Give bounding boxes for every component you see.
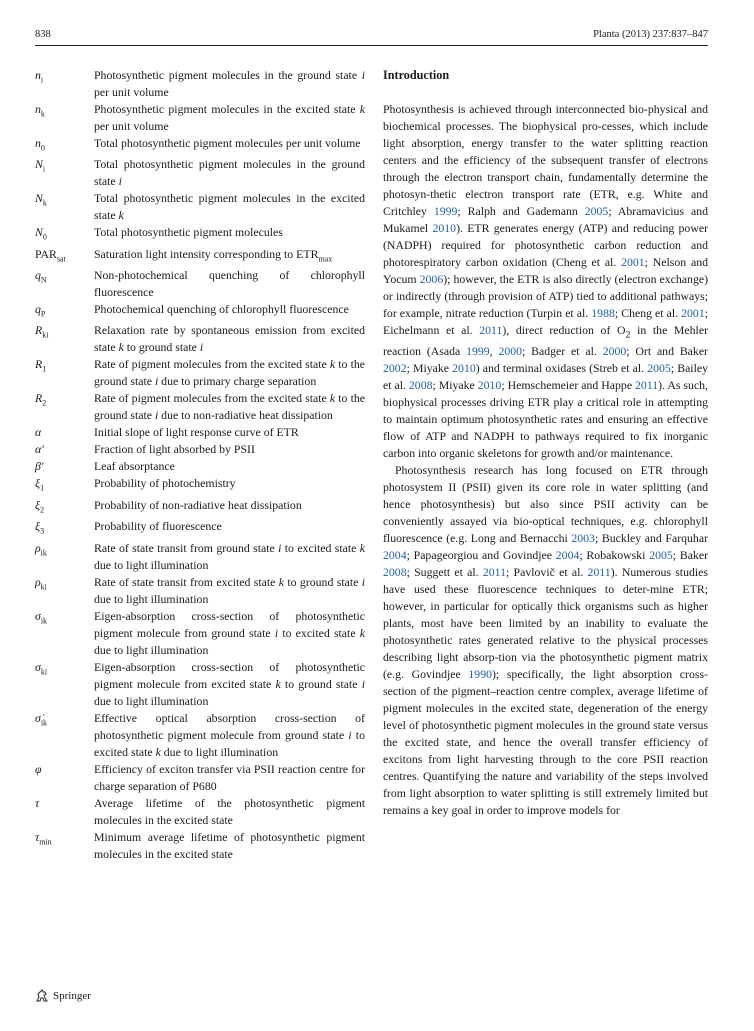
section-heading: Introduction [383,68,450,82]
nomenclature-symbol: $\xi_1$ [35,476,45,493]
nomenclature-row [35,441,365,458]
nomenclature-row [35,135,365,156]
nomenclature-symbol: $\sigma_{ki}$ [35,659,48,676]
nomenclature-row [35,301,365,322]
nomenclature-list [35,67,365,863]
nomenclature-row [35,224,365,245]
nomenclature-symbol: $\rho_{ik}$ [35,540,47,557]
nomenclature-definition: Initial slope of light response curve of ETR [94,425,299,440]
nomenclature-definition: Effective optical absorption cross-section of photosynthetic pigment molecule from ground state i to excited state k due to light illumination [94,710,365,759]
nomenclature-symbol: $\sigma_{ik}$ [35,608,48,625]
nomenclature-definition: Rate of pigment molecules from the excited state k to the ground state i due to primary charge separation [94,357,365,389]
nomenclature-symbol: $PAR_{sat}$ [35,246,66,264]
nomenclature-row [35,497,365,518]
nomenclature-definition: Total photosynthetic pigment molecules [94,225,283,240]
nomenclature-symbol: $\rho_{ki}$ [35,574,47,591]
nomenclature-row [35,540,365,574]
header-rule [35,45,708,46]
nomenclature-row [35,156,365,190]
nomenclature-symbol: $N_k$ [35,191,47,208]
nomenclature-symbol: $q_N$ [35,268,47,285]
nomenclature-row [35,761,365,795]
nomenclature-symbol: $q_P$ [35,302,46,319]
nomenclature-definition: Photosynthetic pigment molecules in the excited state k per unit volume [94,102,365,133]
nomenclature-row [35,608,365,659]
nomenclature-definition: Rate of pigment molecules from the excited state k to the ground state i due to non-radiative heat dissipation [94,391,365,423]
nomenclature-row [35,829,365,863]
nomenclature-row [35,475,365,496]
nomenclature-definition: Relaxation rate by spontaneous emission from excited state k to ground state i [94,323,365,355]
nomenclature-row [35,101,365,135]
introduction-section [383,67,708,819]
page-footer [35,989,91,1003]
journal-citation: Planta (2013) 237:837–847 [593,29,708,40]
nomenclature-row [35,458,365,475]
page-number: 838 [35,29,51,40]
nomenclature-symbol: α′ [35,442,44,457]
page-header [35,29,708,45]
nomenclature-symbol: $R_{ki}$ [35,323,49,340]
nomenclature-row [35,390,365,424]
nomenclature-symbol: $R_2$ [35,391,47,408]
nomenclature-definition: Saturation light intensity corresponding to $ETR_{max}$ [94,246,333,264]
intro-paragraph-2: Photosynthesis research has long focused on ETR through photosystem II (PSII) given its core role in water splitting (and hence photosynthesis) but also since PSII activity can be conveniently assayed via bio-optical techniques, e.g. chlorophyll fluorescence (e.g. Long and Bernacchi 2003; Buckley and Farquhar 2004; Papageorgiou and Govindjee 2004; Robakowski 2005; Baker 2008; Suggett et al. 2011; Pavlovič et al. 2011). Numerous studies have used these fluorescence techniques to deter-mine ETR; however, in particular for optically thick organisms such as higher plants, most have been limited by an inability to evaluate the photosynthetic rates generated relative to the physical processes describing light absorp-tion via the photosynthetic pigment matrix (e.g. Govindjee 1990); specifically, the light absorption cross-section of the pigment–reaction centre complex, average lifetime of pigment molecules in the excited state, degeneration of the energy level of photosynthetic pigment molecules in the ground state versus the excited state, and hence the overall transfer efficiency of excitons from light harvesting through to the core PSII reaction centres. Quantifying the nature and variability of the steps involved from light absorption to water splitting is still extremely limited but remains a key goal in order to improve models for [383,463,708,818]
nomenclature-definition: Eigen-absorption cross-section of photosynthetic pigment molecule from excited state k to ground state i due to light illumination [94,659,365,708]
nomenclature-row [35,356,365,390]
publisher-name: Springer [53,990,91,1002]
nomenclature-row [35,518,365,539]
nomenclature-symbol: $n_i$ [35,68,44,85]
nomenclature-symbol: $N_0$ [35,225,47,242]
nomenclature-definition: Fraction of light absorbed by PSII [94,442,255,457]
nomenclature-row [35,574,365,608]
nomenclature-symbol: $N_i$ [35,157,46,174]
nomenclature-definition: Rate of state transit from ground state i to excited state k due to light illumination [94,540,365,572]
nomenclature-symbol: $\xi_2$ [35,497,45,515]
nomenclature-definition: Minimum average lifetime of photosynthetic pigment molecules in the excited state [94,829,365,861]
nomenclature-row [35,267,365,301]
nomenclature-symbol: $R_1$ [35,357,47,374]
nomenclature-definition: Eigen-absorption cross-section of photosynthetic pigment molecule from ground state i to excited state k due to light illumination [94,608,365,657]
nomenclature-symbol: $\sigmȧ_{ik}$ [35,710,48,727]
nomenclature-definition: Total photosynthetic pigment molecules in the excited state k [94,191,365,223]
nomenclature-row [35,67,365,101]
nomenclature-row [35,710,365,761]
nomenclature-definition: Rate of state transit from excited state k to ground state i due to light illumination [94,574,365,606]
nomenclature-row [35,795,365,829]
nomenclature-symbol: $\tau_{min}$ [35,829,52,846]
nomenclature-definition: Total photosynthetic pigment molecules per unit volume [94,136,361,150]
nomenclature-definition: Average lifetime of the photosynthetic pigment molecules in the excited state [94,795,365,827]
nomenclature-definition: Probability of non-radiative heat dissipation [94,497,302,512]
nomenclature-definition: Photosynthetic pigment molecules in the ground state i per unit volume [94,68,365,99]
nomenclature-definition: Photochemical quenching of chlorophyll fluorescence [94,302,349,317]
nomenclature-definition: Non-photochemical quenching of chlorophyll fluorescence [94,268,365,300]
nomenclature-row [35,246,365,267]
springer-horse-icon [35,989,49,1003]
nomenclature-row [35,322,365,356]
nomenclature-symbol: β′ [35,459,44,474]
intro-paragraph-1: Photosynthesis is achieved through interconnected bio-physical and biochemical processes. The biophysical pro-cesses, which include light absorption, energy transfer to the water splitting reaction centers and the efficiency of the subsequent transfer of electrons through the electron transport chain, fundamentally determine the photosyn-thetic electron transport rate (ETR, e.g. White and Critchley 1999; Ralph and Gademann 2005; Abramavicius and Mukamel 2010). ETR generates energy (ATP) and reducing power (NADPH) required for photosynthetic carbon reduction and photorespiratory carbon oxidation (Cheng et al. 2001; Nelson and Yocum 2006); however, the ETR is also directly (electron exchange) or indirectly (through provision of ATP) tied to additional pathways; for example, nitrate reduction (Turpin et al. 1988; Cheng et al. 2001; Eichelmann et al. 2011), direct reduction of $O_2$ in the Mehler reaction (Asada 1999, 2000; Badger et al. 2000; Ort and Baker 2002; Miyake 2010) and terminal oxidases (Streb et al. 2005; Bailey et al. 2008; Miyake 2010; Hemschemeier and Happe 2011). As such, biophysical processes driving ETR play a critical role in attempting to maintain optimum photosynthetic rates and ensuring an effective flow of ATP and NADPH to pathways required to fix inorganic carbon into organic skeletons for growth and/or maintenance. [383,102,709,461]
nomenclature-definition: Total photosynthetic pigment molecules in the ground state i [94,157,365,189]
nomenclature-row [35,659,365,710]
nomenclature-row [35,424,365,441]
nomenclature-symbol: $n_k$ [35,102,45,119]
nomenclature-definition: Efficiency of exciton transfer via PSII reaction centre for charge separation of P680 [94,761,365,793]
nomenclature-definition: Probability of photochemistry [94,476,236,491]
nomenclature-symbol: φ [35,761,42,776]
nomenclature-symbol: α [35,425,42,440]
nomenclature-definition: Leaf absorptance [94,459,175,474]
nomenclature-symbol: $\xi_3$ [35,519,45,536]
nomenclature-definition: Probability of fluorescence [94,519,222,534]
nomenclature-symbol: $n_0$ [35,136,45,153]
nomenclature-symbol: τ [35,795,40,810]
nomenclature-row [35,190,365,224]
